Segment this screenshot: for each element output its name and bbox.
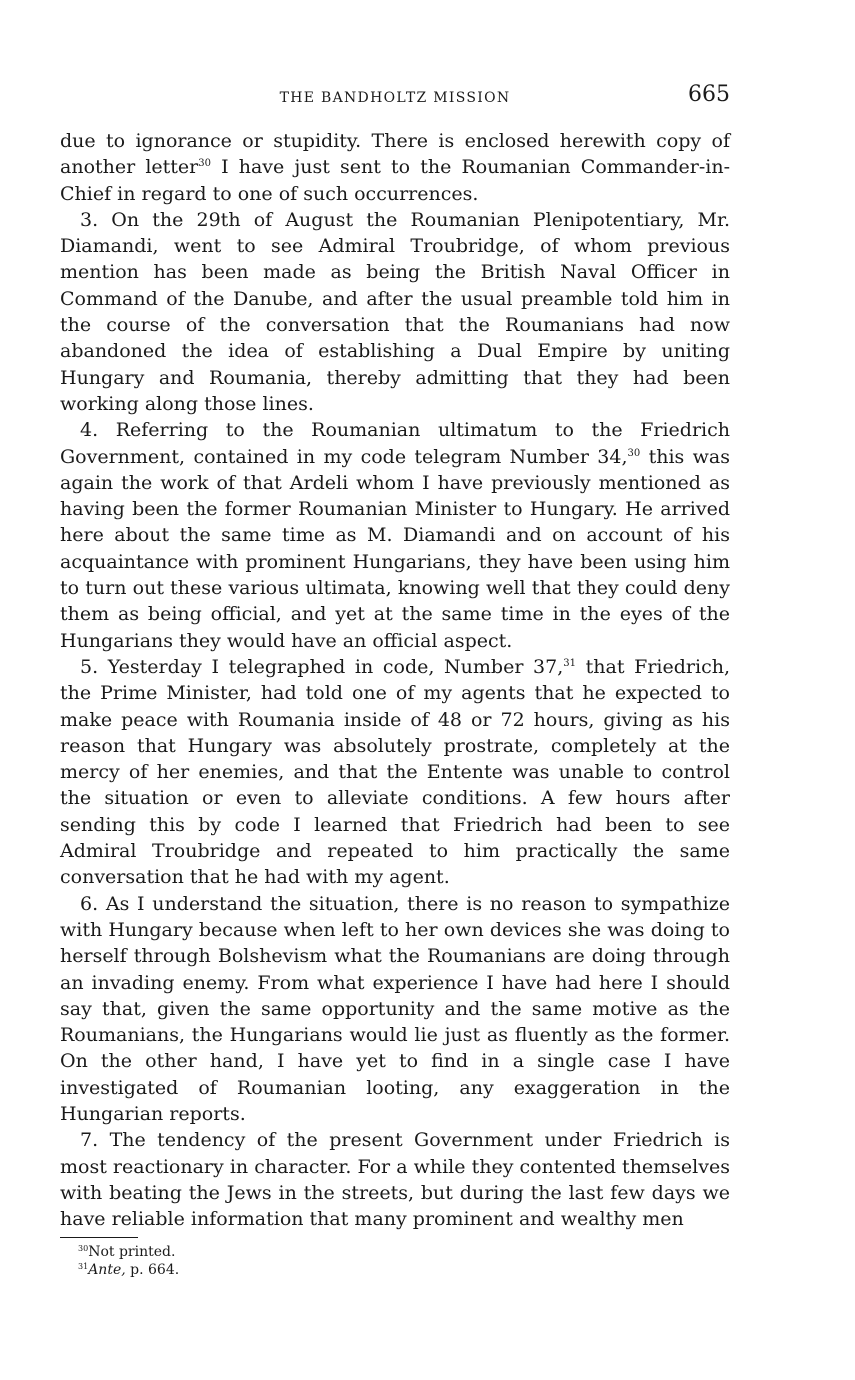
footnotes — [60, 1243, 730, 1279]
document-page — [60, 82, 730, 1279]
page-header — [60, 82, 730, 122]
footnote-31 — [60, 1261, 730, 1279]
paragraph-3: 3. On the 29th of August the Roumanian Plenipotentiary, Mr. Diamandi, went to see Admiral Troubridge, of whom previous mention has been made as being the British Naval Officer in Command of the Danube, and after the usual preamble told him in the course of the conversation that the Roumanians had now abandoned the idea of establishing a Dual Empire by uniting Hungary and Roumania, thereby admitting that they had been working along those lines. — [60, 208, 730, 415]
paragraph-6: 6. As I understand the situation, there is no reason to sympathize with Hungary because when left to her own devices she was doing to herself through Bolshevism what the Roumanians are doing through an invading enemy. From what experience I have had here I should say that, given the same opportunity and the same motive as the Roumanians, the Hungarians would lie just as fluently as the former. On the other hand, I have yet to find in a single case I have investigated of Roumanian looting, any exaggeration in the Hungarian reports. — [60, 892, 730, 1125]
footnote-marker: 30 — [78, 1244, 89, 1254]
running-head: THE BANDHOLTZ MISSION — [279, 90, 511, 106]
footnote-divider — [60, 1237, 138, 1238]
footnote-ref: 31 — [563, 657, 577, 669]
page-number: 665 — [688, 82, 730, 107]
paragraph-continued — [60, 128, 730, 207]
footnote-text-italic: Ante, — [88, 1262, 126, 1279]
paragraph-5 — [60, 654, 730, 891]
footnote-text: p. 664. — [125, 1262, 180, 1279]
paragraph-text: that Friedrich, the Prime Minister, had told one of my agents that he expected to make peace with Roumania inside of 48 or 72 hours, giving as his reason that Hungary was absolutely prostrate, completely at the mercy of her enemies, and that the Entente was unable to control the situation or even to alleviate conditions. A few hours after sending this by code I learned that Friedrich had been to see Admiral Troubridge and repeated to him practically the same conversation that he had with my agent. — [60, 655, 730, 889]
body-text — [60, 128, 730, 1232]
footnote-text: Not printed. — [88, 1244, 176, 1261]
paragraph-text: 4. Referring to the Roumanian ultimatum to the Friedrich Government, contained in my code telegram Number 34, — [60, 419, 730, 468]
paragraph-text: this was again the work of that Ardeli whom I have previously mentioned as having been the former Roumanian Minister to Hungary. He arrived here about the same time as M. Diamandi and on account of his acquaintance with prominent Hungarians, they have been using him to turn out these various ultimata, knowing well that they could deny them as being official, and yet at the same time in the eyes of the Hungarians they would have an official aspect. — [60, 445, 730, 652]
paragraph-text: 5. Yesterday I telegraphed in code, Number 37, — [80, 655, 564, 678]
footnote-ref: 30 — [627, 447, 641, 459]
paragraph-text: I have just sent to the Roumanian Commander-in-Chief in regard to one of such occurrences. — [60, 156, 730, 205]
paragraph-text: due to ignorance or stupidity. There is enclosed herewith copy of another letter — [60, 130, 730, 179]
paragraph-7: 7. The tendency of the present Government under Friedrich is most reactionary in character. For a while they contented themselves with beating the Jews in the streets, but during the last few days we have reliable information that many prominent and wealthy men — [60, 1129, 730, 1231]
paragraph-4 — [60, 417, 730, 654]
footnote-marker: 31 — [78, 1262, 89, 1272]
footnote-ref: 30 — [198, 158, 211, 170]
footnote-30 — [60, 1243, 730, 1261]
